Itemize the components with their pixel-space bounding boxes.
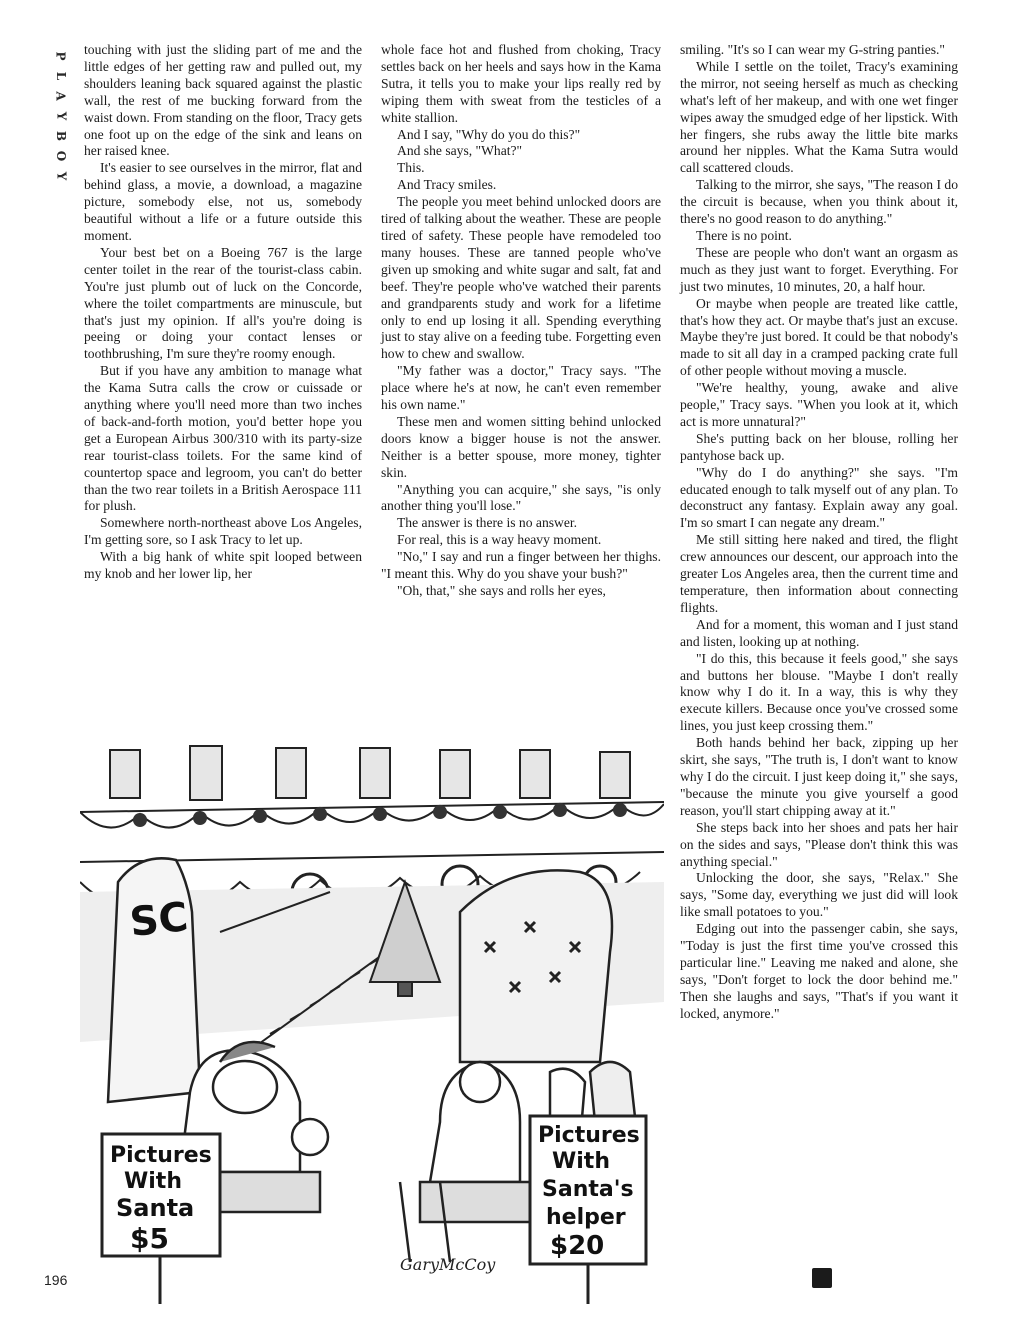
paragraph: Me still sitting here naked and tired, the flight crew announces our descent, our approach into the greater Los Angeles area, then the current time and temperature, then information about connecting flights.	[680, 532, 958, 615]
left-sign-line-2: With	[124, 1169, 182, 1194]
paragraph: "Why do I do anything?" she says. "I'm educated enough to talk myself out of any plan. To deconstruct any fantasy. Explain away any goal. I'm so smart I can negate any dream."	[680, 464, 958, 531]
paragraph: While I settle on the toilet, Tracy's examining the mirror, not seeing herself as much as checking what's left of her makeup, and with one wet finger wipes away the smudged edge of her lipstick. With her fingers, she rubs away the little bite marks around her nipples. What the Kama Sutra would call scattered clouds.	[680, 58, 958, 176]
paragraph: It's easier to see ourselves in the mirror, flat and behind glass, a movie, a download, a magazine picture, somebody else, not us, somebody beautiful without a life or a future outside this moment.	[84, 160, 362, 243]
paragraph: And for a moment, this woman and I just stand and listen, looking up at nothing.	[680, 616, 958, 649]
paragraph: Edging out into the passenger cabin, she says, "Today is just the first time you've crossed this particular line." Leaving me naked and alone, she says, "Don't forget to lock the door behind me." Then she laughs and says, "That's if you want it locked, anymore."	[680, 921, 958, 1021]
paragraph: Talking to the mirror, she says, "The reason I do the circuit is because, when you think about it, there's no good reason to do anything."	[680, 177, 958, 227]
paragraph: These men and women sitting behind unlocked doors know a bigger house is not the answer. Neither is a better spouse, more money, tighter skin.	[381, 413, 661, 480]
masthead-letter: O	[53, 150, 68, 162]
paragraph: Unlocking the door, she says, "Relax." She says, "Some day, everything we just did will look like small potatoes to you."	[680, 870, 958, 920]
left-sign-line-4: $5	[130, 1222, 169, 1255]
masthead-letter: Y	[53, 111, 68, 121]
paragraph: Your best bet on a Boeing 767 is the large center toilet in the rear of the tourist-class cabin. You're just plumb out of luck on the Concorde, where the toilet compartments are minuscule, but that's just my opinion. If all's you're doing is peeing or doing your contact lenses or toothbrushing, I'm sure they're roomy enough.	[84, 244, 362, 362]
magazine-masthead	[52, 50, 70, 200]
masthead-letter: B	[54, 130, 68, 142]
paragraph: And I say, "Why do you do this?"	[397, 126, 581, 142]
paragraph: "Anything you can acquire," she says, "is only another thing you'll lose."	[381, 481, 661, 514]
right-sign-line-4: helper	[546, 1205, 626, 1230]
santa-cartoon-illustration	[80, 742, 664, 1304]
text-column-2	[381, 42, 661, 600]
paragraph: These are people who don't want an orgasm as much as they just want to forget. Everything. For just two minutes, 10 minutes, 20, a half hour.	[680, 244, 958, 294]
masthead-letter: L	[54, 71, 68, 81]
masthead-letter: A	[54, 91, 68, 101]
paragraph: smiling. "It's so I can wear my G-string panties."	[680, 42, 945, 57]
text-column-1	[84, 42, 362, 583]
paragraph: And Tracy smiles.	[397, 177, 497, 193]
left-sign-line-1: Pictures	[110, 1143, 212, 1168]
paragraph: With a big hank of white spit looped between my knob and her lower lip, her	[84, 549, 362, 582]
paragraph: The answer is there is no answer.	[397, 515, 578, 531]
masthead-letter: P	[54, 51, 68, 61]
paragraph: This.	[397, 160, 425, 176]
paragraph: "No," I say and run a finger between her thighs. "I meant this. Why do you shave your bush?"	[381, 549, 661, 582]
paragraph: Or maybe when people are treated like cattle, that's how they act. Or maybe that's just an excuse. Maybe they're just bored. It could be that nobody's made to sit all day in a cramped packing crate full of other people without moving a muscle.	[680, 295, 958, 379]
paragraph: "Oh, that," she says and rolls her eyes,	[397, 583, 606, 598]
paragraph: For real, this is a way heavy moment.	[397, 532, 602, 548]
text-column-3	[680, 42, 958, 1023]
paragraph: She's putting back on her blouse, rolling her pantyhose back up.	[680, 430, 958, 463]
right-sign-line-5: $20	[550, 1231, 605, 1261]
right-sign-line-3: Santa's	[542, 1177, 634, 1202]
paragraph: touching with just the sliding part of me and the little edges of her getting raw and pulled out, my shoulders leaning back squared against the plastic wall, the rest of me bucking forward from the waist down. From standing on the floor, Tracy gets one foot up on the edge of the sink and leans on her raised knee.	[84, 42, 362, 159]
paragraph: And she says, "What?"	[397, 143, 523, 159]
right-sign-line-2: With	[552, 1149, 610, 1174]
paragraph: "My father was a doctor," Tracy says. "The place where he's at now, he can't even remember his own name."	[381, 363, 661, 413]
paragraph: "We're healthy, young, awake and alive people," Tracy says. "When you look at it, which act is more unnatural?"	[680, 380, 958, 429]
paragraph: "I do this, this because it feels good," she says and buttons her blouse. "Maybe I don't really know why I do it. In a way, this is why they execute killers. Because once you've crossed some lines, you just keep crossing them."	[680, 650, 958, 734]
paragraph: The people you meet behind unlocked doors are tired of talking about the weather. These are people tired of safety. These people have remodeled too many houses. These are tanned people who've given up smoking and white sugar and salt, fat and beef. They're people who've watched their parents and grandparents study and work for a lifetime only to end up losing it all. Spending everything just to stay alive on a feeding tube. Forgetting even how to chew and swallow.	[381, 194, 661, 362]
sc-sign-text: SC	[127, 894, 191, 946]
paragraph: There is no point.	[696, 227, 792, 243]
paragraph: whole face hot and flushed from choking, Tracy settles back on her heels and says how in the Kama Sutra, it tells you to make your lips really red by wiping them with sweat from the testicles of a white stallion.	[381, 42, 661, 125]
bunny-logo-icon	[812, 1268, 832, 1288]
paragraph: She steps back into her shoes and pats her hair on the sides and says, "Please don't think this was anything special."	[680, 819, 958, 869]
masthead-letter: Y	[53, 171, 68, 181]
page-number: 196	[44, 1272, 68, 1288]
paragraph: Both hands behind her back, zipping up her skirt, she says, "The truth is, I don't want to know why I do the circuit. I just keep doing it," she says, "because the minute you give yourself a good reason, you'll start chipping away at it."	[680, 735, 958, 818]
right-sign-line-1: Pictures	[538, 1123, 640, 1148]
paragraph: But if you have any ambition to manage what the Kama Sutra calls the crow or cuissade or anything where you'll need more than two inches of back-and-forth motion, you'd better hope you get a European Airbus 300/310 with its party-size rear tourist-class toilets. For the same kind of countertop space and legroom, you can't do better than the two rear toilets in a British Aerospace 111 for plush.	[84, 363, 362, 514]
paragraph: Somewhere north-northeast above Los Angeles, I'm getting sore, so I ask Tracy to let up.	[84, 515, 362, 548]
left-sign-line-3: Santa	[116, 1194, 195, 1222]
cartoonist-signature: GaryMcCoy	[400, 1255, 496, 1274]
